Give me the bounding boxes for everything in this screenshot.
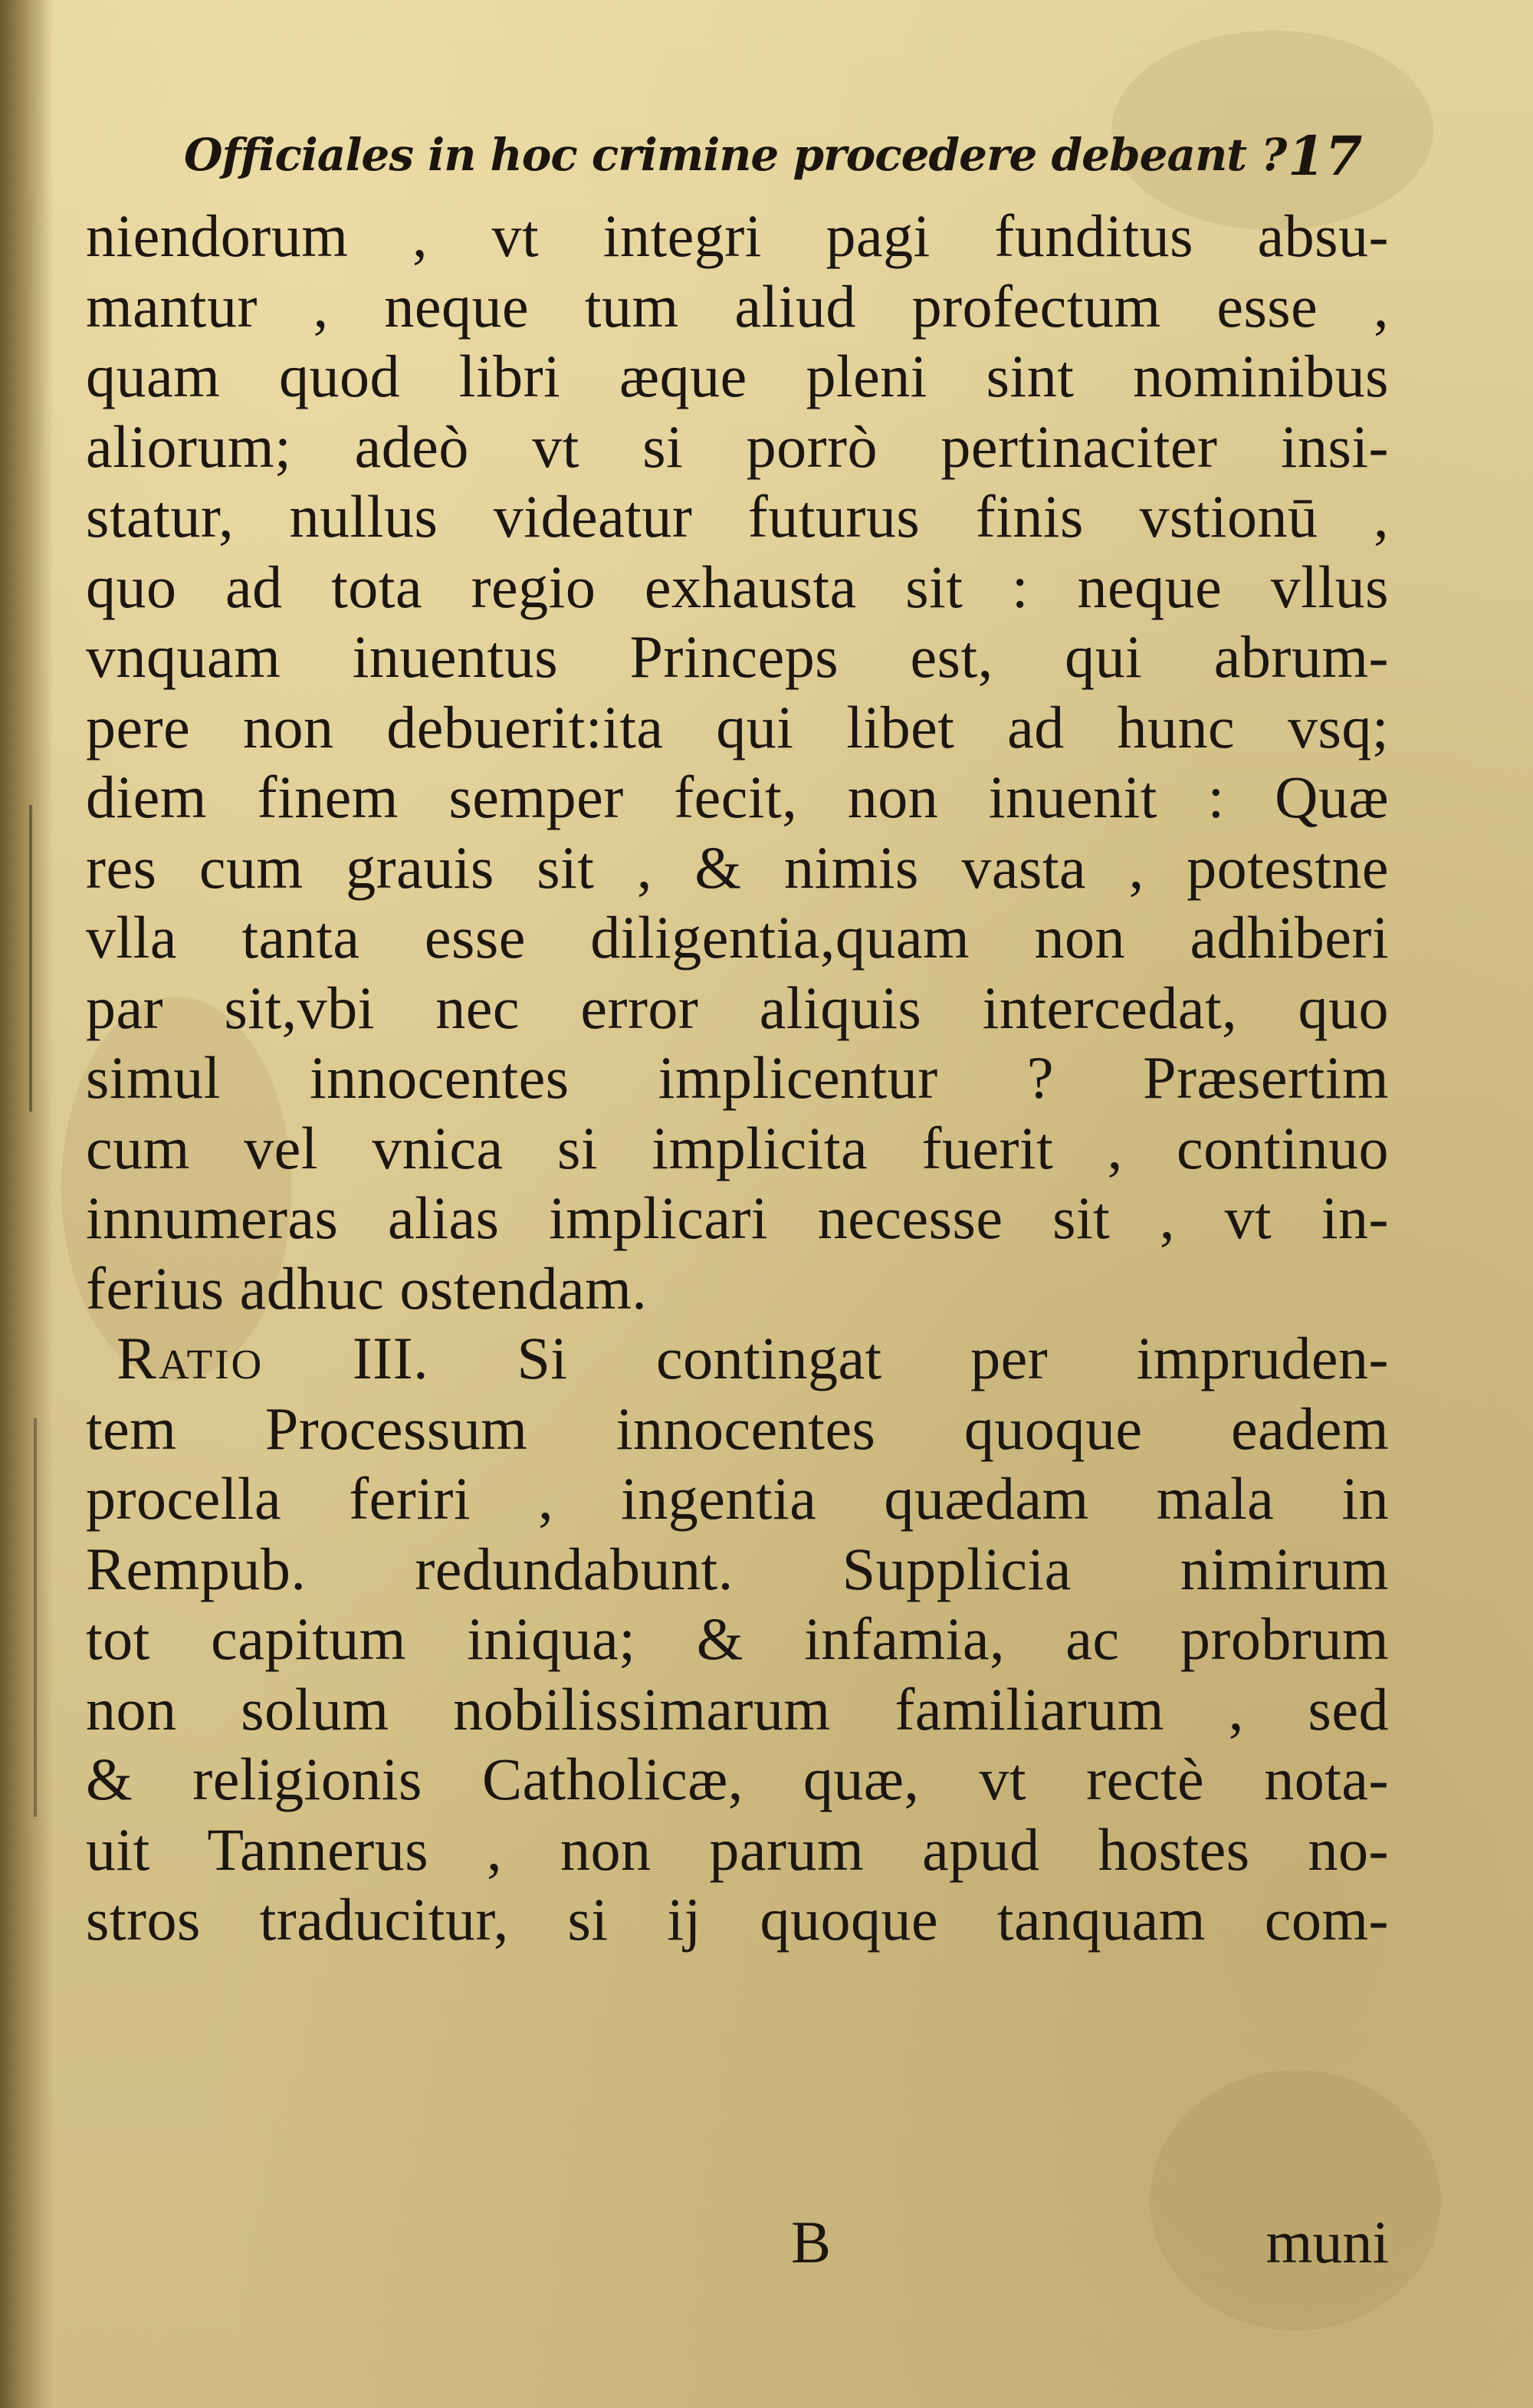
- running-head: Officiales in hoc crimine procedere debeant ?: [184, 129, 1287, 181]
- margin-mark: [29, 805, 32, 1112]
- text-line: simul innocentes implicentur ? Præsertim: [86, 1044, 1389, 1111]
- text-line: res cum grauis sit , & nimis vasta , potestne: [86, 833, 1389, 901]
- text-line: uit Tannerus , non parum apud hostes no-: [86, 1815, 1389, 1883]
- margin-mark: [34, 1418, 37, 1817]
- text-line: procella feriri , ingentia quædam mala in: [86, 1465, 1389, 1532]
- catchword: muni: [1265, 2209, 1389, 2275]
- text-line: tot capitum iniqua; & infamia, ac probrum: [86, 1605, 1389, 1672]
- ratio-heading-line: [86, 1323, 1389, 1394]
- paper-stain: [1150, 2070, 1441, 2331]
- text-line: non solum nobilissimarum familiarum , sed: [86, 1675, 1389, 1743]
- text-line: par sit,vbi nec error aliquis intercedat, quo: [86, 974, 1389, 1041]
- text-line: niendorum , vt integri pagi funditus absu-: [86, 202, 1389, 269]
- text-line: pere non debuerit:ita qui libet ad hunc vsq;: [86, 693, 1389, 761]
- text-line: Rempub. redundabunt. Supplicia nimirum: [86, 1535, 1389, 1602]
- page-footer: [86, 2208, 1389, 2285]
- text-line: vlla tanta esse diligentia,quam non adhiberi: [86, 904, 1389, 971]
- text-line: quo ad tota regio exhausta sit : neque vllus: [86, 553, 1389, 620]
- text-line: cum vel vnica si implicita fuerit , continuo: [86, 1114, 1389, 1181]
- text-line: vnquam inuentus Princeps est, qui abrum-: [86, 623, 1389, 690]
- page-header: [184, 124, 1395, 198]
- text-line: ferius adhuc ostendam.: [86, 1254, 648, 1322]
- text-line: stros traducitur, si ij quoque tanquam com-: [86, 1886, 1389, 1953]
- text-line: innumeras alias implicari necesse sit , vt in-: [86, 1184, 1389, 1251]
- ratio-first-line-text: Si contingat per impruden-: [517, 1325, 1390, 1391]
- gutter-shadow: [0, 0, 54, 2408]
- text-line: diem finem semper fecit, non inuenit : Quæ: [86, 764, 1389, 830]
- text-line: tem Processum innocentes quoque eadem: [86, 1395, 1389, 1462]
- text-line: & religionis Catholicæ, quæ, vt rectè nota-: [86, 1746, 1389, 1812]
- text-line: statur, nullus videatur futurus finis vstionū ,: [86, 483, 1389, 550]
- body-text: [86, 201, 1389, 1955]
- text-line: mantur , neque tum aliud profectum esse ,: [86, 272, 1389, 340]
- ratio-label: Ratio: [117, 1325, 264, 1391]
- page-number: 17: [1288, 124, 1363, 188]
- signature-mark: B: [791, 2209, 832, 2275]
- text-line: quam quod libri æque pleni sint nominibus: [86, 343, 1389, 409]
- text-line: aliorum; adeò vt si porrò pertinaciter insi-: [86, 412, 1389, 480]
- ratio-number: III.: [352, 1325, 429, 1391]
